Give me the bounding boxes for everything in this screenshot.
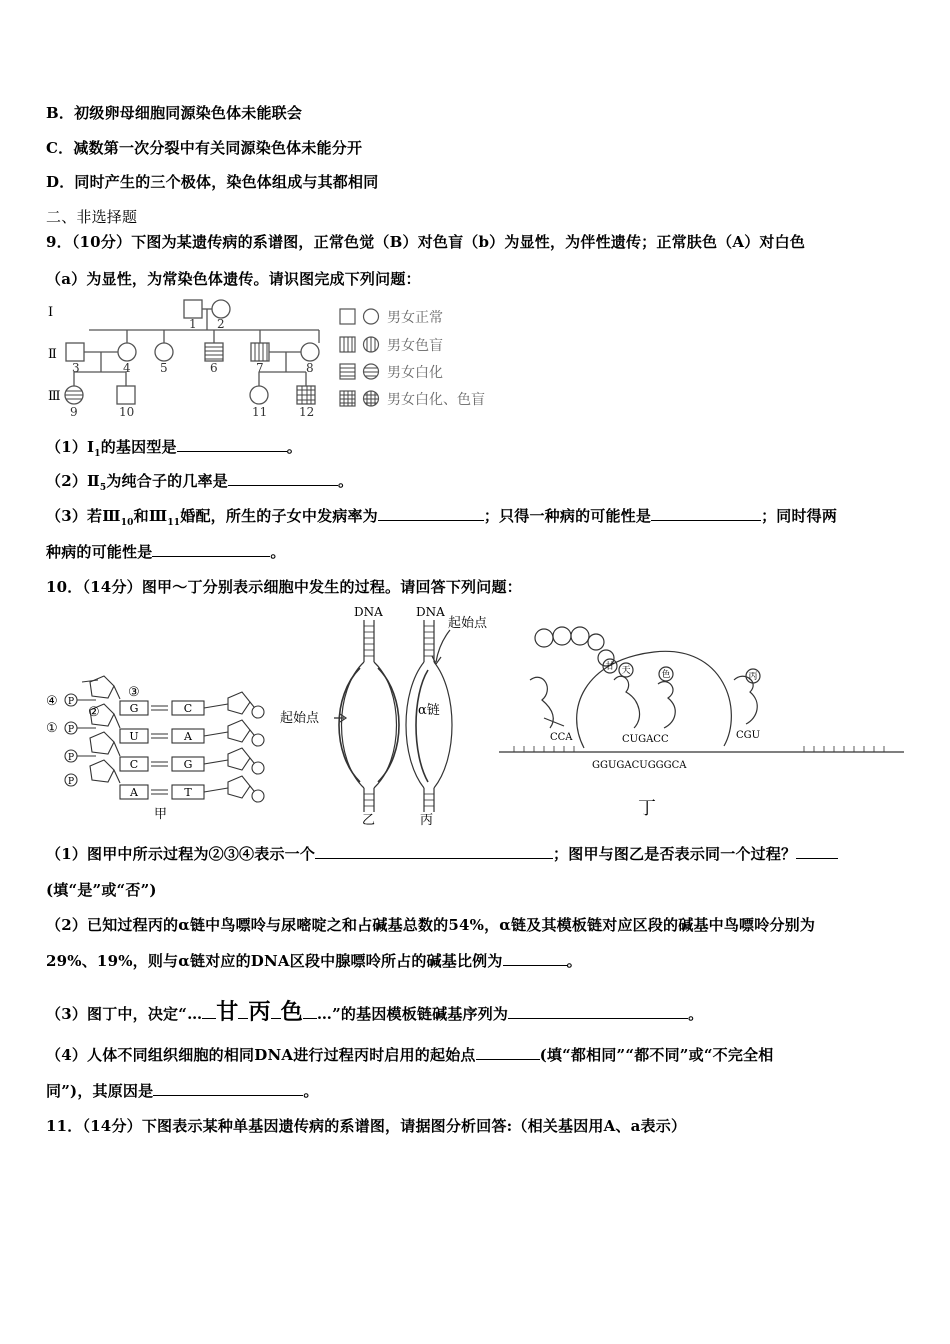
q10-part4-cont: 同”)，其原因是 。 — [46, 1082, 319, 1100]
anticodon-3: CGU — [736, 730, 761, 741]
q10-stem: 10．（14分）图甲～丁分别表示细胞中发生的过程。请回答下列问题： — [46, 578, 522, 596]
legend-albino: 男女白化 — [387, 365, 443, 381]
q10-part1: （1）图甲中所示过程为②③④表示一个 ；图甲与图乙是否表示同一个过程？ — [46, 843, 838, 864]
q9-part2: $(2)Ⅱ_5$为纯合子的几率是 。 — [46, 472, 354, 493]
label-bing: 丙 — [420, 813, 434, 828]
nucleotide-left-column — [77, 676, 114, 782]
glyph-se: 色 — [280, 999, 303, 1025]
origin-bing: 起始点 — [448, 616, 488, 631]
option-c: C．减数第一次分裂中有关同源染色体未能分开 — [46, 139, 363, 157]
alpha-chain: α链 — [418, 703, 440, 718]
legend-normal: 男女正常 — [387, 310, 443, 326]
q9-part3: （3）若$Ⅲ_{10}$和$Ⅲ_{11}$婚配，所生的子女中发病率为 ；只得一种病的可能性是 ；同时得两 — [46, 507, 838, 528]
section-heading: 二、非选择题 — [46, 208, 138, 226]
q10-figure — [44, 600, 924, 828]
q9-stem-1: 9．（10分）下图为某遗传病的系谱图，正常色觉（B）对色盲（b）为显性，为伴性遗传；正常肤色（A）对白色 — [46, 233, 806, 251]
id-10: 10 — [119, 405, 135, 419]
answer-blank[interactable] — [651, 508, 761, 521]
option-d: D．同时产生的三个极体，染色体组成与其都相同 — [46, 173, 379, 191]
aa-tian: 天 — [621, 666, 631, 676]
id-8: 8 — [306, 361, 314, 375]
base-left-4: A — [130, 786, 138, 799]
legend-both: 男女白化、色盲 — [387, 392, 485, 408]
phosphate-3: P — [67, 753, 75, 763]
base-right-3: G — [183, 758, 193, 771]
label-circ4: ④ — [46, 694, 58, 709]
answer-blank[interactable] — [796, 846, 838, 859]
id-3: 3 — [72, 361, 80, 375]
anticodon-2: CUGACC — [622, 734, 669, 745]
answer-blank[interactable] — [152, 544, 270, 557]
base-right-4: T — [184, 786, 192, 799]
id-12: 12 — [299, 405, 315, 419]
answer-blank[interactable] — [508, 1006, 688, 1019]
dna-label-bing: DNA — [416, 605, 445, 619]
id-9: 9 — [70, 405, 78, 419]
answer-blank[interactable] — [228, 473, 338, 486]
id-6: 6 — [210, 361, 218, 375]
mrna-sequence: GGUGACUGGGCA — [592, 760, 687, 771]
pedigree-figure — [44, 292, 504, 422]
base-left-3: C — [129, 758, 139, 771]
base-left-1: G — [129, 702, 139, 715]
answer-blank[interactable] — [378, 508, 484, 521]
id-1: 1 — [189, 317, 197, 331]
q10-part1-cont: (填“是”或“否”) — [46, 881, 157, 899]
label-jia: 甲 — [154, 807, 168, 822]
q10-part2: （2）已知过程丙的α链中鸟嘌呤与尿嘧啶之和占碱基总数的54%，α链及其模板链对应区段的碱基中鸟嘌呤分别为 — [46, 916, 816, 934]
answer-blank[interactable] — [476, 1047, 540, 1060]
q9-stem-2: （a）为显性，为常染色体遗传。请识图完成下列问题： — [46, 270, 421, 288]
aa-bing: 丙 — [748, 672, 758, 682]
label-ding: 丁 — [638, 798, 656, 819]
label-circ1: ① — [46, 721, 58, 736]
id-2: 2 — [217, 317, 225, 331]
gen-1-label: Ⅰ — [48, 305, 54, 320]
id-5: 5 — [160, 361, 168, 375]
label-circ3: ③ — [128, 685, 140, 700]
base-right-2: A — [184, 730, 192, 743]
aa-gan: 甘 — [605, 662, 615, 672]
option-b: B．初级卵母细胞同源染色体未能联会 — [46, 104, 303, 122]
phosphate-2: P — [67, 725, 75, 735]
q9-part3-cont: 种病的可能性是 。 — [46, 543, 286, 561]
q11-stem: 11．（14分）下图表示某种单基因遗传病的系谱图，请据图分析回答:（相关基因用A、a表示） — [46, 1117, 687, 1135]
answer-blank[interactable] — [238, 1006, 248, 1019]
id-7: 7 — [256, 361, 264, 375]
answer-blank[interactable] — [303, 1006, 317, 1019]
answer-blank[interactable] — [177, 439, 287, 452]
gen-3-label: Ⅲ — [48, 389, 61, 404]
q9-part1: $(1)Ⅰ_1$的基因型是 。 — [46, 438, 302, 459]
base-right-1: C — [183, 702, 193, 715]
id-11: 11 — [252, 405, 268, 419]
answer-blank[interactable] — [202, 1006, 216, 1019]
answer-blank[interactable] — [153, 1083, 303, 1096]
dna-label-yi: DNA — [354, 605, 383, 619]
q10-part2-cont: 29%、19%，则与α链对应的DNA区段中腺嘌呤所占的碱基比例为 。 — [46, 952, 582, 970]
glyph-gan: 甘 — [216, 999, 239, 1025]
origin-yi: 起始点 — [280, 711, 320, 726]
label-yi: 乙 — [362, 813, 376, 828]
answer-blank[interactable] — [271, 1006, 281, 1019]
anticodon-1: CCA — [550, 732, 573, 743]
phosphate-4: P — [67, 777, 75, 787]
q10-part3: （3）图丁中，决定“… 甘 丙 色 …”的基因模板链碱基序列为 。 — [46, 999, 704, 1025]
phosphate-1: P — [67, 697, 75, 707]
answer-blank[interactable] — [315, 846, 553, 859]
base-left-2: U — [129, 730, 139, 743]
id-4: 4 — [123, 361, 131, 375]
label-circ2: ② — [88, 705, 100, 720]
gen-2-label: Ⅱ — [48, 347, 57, 362]
q10-part4: （4）人体不同组织细胞的相同DNA进行过程丙时启用的起始点 (填“都相同”“都不同”或“不完全相 — [46, 1046, 774, 1064]
aa-se: 色 — [661, 670, 671, 680]
answer-blank[interactable] — [503, 953, 567, 966]
legend-colorblind: 男女色盲 — [387, 338, 443, 354]
glyph-bing: 丙 — [248, 999, 271, 1025]
